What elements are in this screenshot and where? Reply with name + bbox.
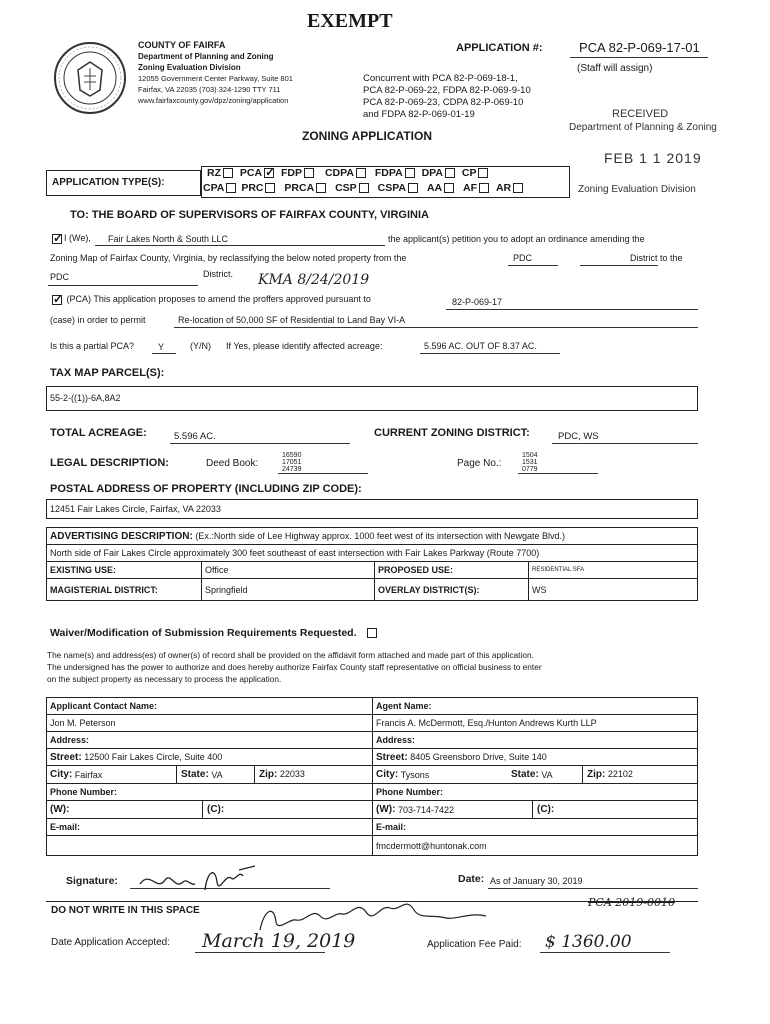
petition-text: the applicant(s) petition you to adopt an ordinance amending the xyxy=(388,234,645,244)
deed-book-2[interactable]: 17051 xyxy=(282,459,302,466)
to-board-heading: TO: THE BOARD OF SUPERVISORS OF FAIRFAX COUNTY, VIRGINIA xyxy=(70,209,429,221)
pca-case-field[interactable]: 82-P-069-17 xyxy=(452,297,503,307)
partial-pca-question: Is this a partial PCA? xyxy=(50,341,135,351)
magisterial-label: MAGISTERIAL DISTRICT: xyxy=(47,579,202,601)
fdp-checkbox[interactable] xyxy=(304,168,314,178)
partial-yn-label: (Y/N) xyxy=(190,341,211,351)
type-cp[interactable]: CP xyxy=(462,167,491,179)
date-label: Date: xyxy=(458,873,485,885)
applicant-email-value[interactable] xyxy=(47,836,373,856)
cp-checkbox[interactable] xyxy=(478,168,488,178)
cdpa-checkbox[interactable] xyxy=(356,168,366,178)
fee-value[interactable]: $ 1360.00 xyxy=(545,932,632,952)
form-title: ZONING APPLICATION xyxy=(302,129,432,143)
case-label: (case) in order to permit xyxy=(50,315,146,325)
concurrent-line-4: and FDPA 82-P-069-01-19 xyxy=(363,109,475,120)
received-department: Department of Planning & Zoning xyxy=(569,122,717,133)
agent-phone-cell[interactable]: (W): 703-714-7422 (C): xyxy=(373,801,698,819)
do-not-write-label: DO NOT WRITE IN THIS SPACE xyxy=(51,905,200,916)
aa-checkbox[interactable] xyxy=(444,183,454,193)
county-seal-icon xyxy=(52,40,128,116)
existing-use-label: EXISTING USE: xyxy=(47,562,202,579)
received-date: FEB 1 1 2019 xyxy=(604,150,702,166)
cpa-checkbox[interactable] xyxy=(226,183,236,193)
tax-map-value: 55-2-((1))-6A,8A2 xyxy=(50,393,121,403)
petition-we-row: ✓I (We), xyxy=(50,233,91,244)
fee-label: Application Fee Paid: xyxy=(427,939,522,950)
district-label: District. xyxy=(203,269,233,279)
cspa-checkbox[interactable] xyxy=(408,183,418,193)
type-af[interactable]: AF xyxy=(463,182,491,194)
waiver-paragraph-3: on the subject property as necessary to process the application. xyxy=(47,674,282,684)
partial-acreage-field[interactable]: 5.596 AC. OUT OF 8.37 AC. xyxy=(424,341,537,351)
existing-use-value[interactable]: Office xyxy=(202,562,375,579)
county-website[interactable]: www.fairfaxcounty.gov/dpz/zoning/application xyxy=(138,96,289,105)
type-pca[interactable]: PCA✓ xyxy=(240,167,276,179)
waiver-checkbox[interactable] xyxy=(367,628,377,638)
postal-address-label: POSTAL ADDRESS OF PROPERTY (INCLUDING ZIP CODE): xyxy=(50,483,362,495)
map-text: Zoning Map of Fairfax County, Virginia, by reclassifying the below noted property from the xyxy=(50,253,407,263)
office-annotation: PCA 2019-0010 xyxy=(588,896,675,909)
proposed-use-value[interactable]: RESIDENTIAL SFA xyxy=(529,562,698,579)
applicant-phone-cell[interactable]: (W): (C): xyxy=(47,801,373,819)
applicant-name-field[interactable]: Fair Lakes North & South LLC xyxy=(108,234,229,244)
dpa-checkbox[interactable] xyxy=(445,168,455,178)
applicant-address-label: Address: xyxy=(47,732,373,749)
type-prc[interactable]: PRC xyxy=(241,182,277,194)
signature-date[interactable]: As of January 30, 2019 xyxy=(490,876,583,886)
type-cspa[interactable]: CSPA xyxy=(378,182,420,194)
waiver-label: Waiver/Modification of Submission Requirements Requested. xyxy=(50,627,379,639)
type-csp[interactable]: CSP xyxy=(335,182,371,194)
to-district-field[interactable]: PDC xyxy=(50,272,70,282)
prca-checkbox[interactable] xyxy=(316,183,326,193)
applicant-email-label: E-mail: xyxy=(47,819,373,836)
deed-book-label: Deed Book: xyxy=(206,458,259,469)
pca-amend-checkbox[interactable] xyxy=(52,295,62,305)
concurrent-line-1: Concurrent with PCA 82-P-069-18-1, xyxy=(363,73,518,84)
deed-book-1[interactable]: 16590 xyxy=(282,452,302,459)
advertising-example: (Ex.:North side of Lee Highway approx. 1000 feet west of its intersection with Newgate Blvd.) xyxy=(195,530,565,541)
department-name: Department of Planning and Zoning xyxy=(138,52,274,61)
advertising-table xyxy=(46,527,698,601)
partial-pca-answer[interactable]: Y xyxy=(158,342,165,352)
type-fdp[interactable]: FDP xyxy=(281,167,316,179)
deed-book-3[interactable]: 24739 xyxy=(282,466,302,473)
received-stamp: RECEIVED xyxy=(612,108,669,120)
agent-city-cell[interactable]: City: Tysons State: VA Zip: 22102 xyxy=(373,766,698,784)
legal-description-label: LEGAL DESCRIPTION: xyxy=(50,457,169,469)
signature-label: Signature: xyxy=(66,875,118,887)
prc-checkbox[interactable] xyxy=(265,183,275,193)
from-district-field[interactable]: PDC xyxy=(513,253,533,263)
postal-address-value: 12451 Fair Lakes Circle, Fairfax, VA 22033 xyxy=(50,504,221,514)
type-dpa[interactable]: DPA xyxy=(422,167,457,179)
page-no-3[interactable]: 0779 xyxy=(522,466,538,473)
type-aa[interactable]: AA xyxy=(427,182,456,194)
to-district-text: District to the xyxy=(630,253,683,263)
agent-phone-label: Phone Number: xyxy=(373,784,698,801)
staff-assign-note: (Staff will assign) xyxy=(577,63,653,74)
pca-row: ✓ (PCA) This application proposes to amend the proffers approved pursuant to xyxy=(50,294,371,305)
applicant-city-cell[interactable]: City: Fairfax State: VA Zip: 22033 xyxy=(47,766,373,784)
agent-email-value[interactable]: fmcdermott@huntonak.com xyxy=(373,836,698,856)
type-cdpa[interactable]: CDPA xyxy=(325,167,368,179)
agent-name-value[interactable]: Francis A. McDermott, Esq./Hunton Andrews Kurth LLP xyxy=(373,715,698,732)
magisterial-value[interactable]: Springfield xyxy=(202,579,375,601)
applicant-contact-label: Applicant Contact Name: xyxy=(47,698,373,715)
type-rz[interactable]: RZ xyxy=(207,167,235,179)
af-checkbox[interactable] xyxy=(479,183,489,193)
advertising-label: ADVERTISING DESCRIPTION: xyxy=(50,530,193,542)
application-number-label: APPLICATION #: xyxy=(456,42,543,54)
fdpa-checkbox[interactable] xyxy=(405,168,415,178)
agent-address-label: Address: xyxy=(373,732,698,749)
concurrent-line-3: PCA 82-P-069-23, CDPA 82-P-069-10 xyxy=(363,97,524,108)
tax-map-label: TAX MAP PARCEL(S): xyxy=(50,367,165,379)
accepted-date[interactable]: March 19, 2019 xyxy=(202,930,356,952)
concurrent-line-2: PCA 82-P-069-22, FDPA 82-P-069-9-10 xyxy=(363,85,531,96)
application-type-label: APPLICATION TYPE(S): xyxy=(52,177,165,188)
app-type-row-1 xyxy=(207,167,490,179)
advertising-value-cell[interactable]: North side of Fair Lakes Circle approximately 300 feet southeast of east intersection with Fair Lakes Parkway (Route 7700) xyxy=(47,545,698,562)
page-no-label: Page No.: xyxy=(457,458,502,469)
type-ar[interactable]: AR xyxy=(496,182,525,194)
ar-checkbox[interactable] xyxy=(513,183,523,193)
waiver-paragraph-1: The name(s) and address(es) of owner(s) of record shall be provided on the affidavit form attached and made part of this application. xyxy=(47,650,534,660)
type-fdpa[interactable]: FDPA xyxy=(375,167,417,179)
application-number: PCA 82-P-069-17-01 xyxy=(579,40,700,55)
advertising-header-cell xyxy=(47,528,698,545)
pca-checkbox[interactable] xyxy=(264,168,274,178)
app-type-row-2 xyxy=(203,182,525,194)
applicant-contact-value[interactable]: Jon M. Peterson xyxy=(47,715,373,732)
received-division: Zoning Evaluation Division xyxy=(578,184,696,195)
page-no-1[interactable]: 1504 xyxy=(522,452,538,459)
overlay-label: OVERLAY DISTRICT(S): xyxy=(375,579,529,601)
csp-checkbox[interactable] xyxy=(359,183,369,193)
rz-checkbox[interactable] xyxy=(223,168,233,178)
we-checkbox[interactable] xyxy=(52,234,62,244)
accepted-label: Date Application Accepted: xyxy=(51,937,170,948)
agent-name-label: Agent Name: xyxy=(373,698,698,715)
applicant-phone-label: Phone Number: xyxy=(47,784,373,801)
contact-table xyxy=(46,697,698,856)
applicant-street-cell[interactable]: Street: 12500 Fair Lakes Circle, Suite 400 xyxy=(47,749,373,766)
total-acreage-label: TOTAL ACREAGE: xyxy=(50,427,147,439)
division-name: Zoning Evaluation Division xyxy=(138,63,241,72)
handwritten-initials: KMA 8/24/2019 xyxy=(258,272,370,288)
agent-street-cell[interactable]: Street: 8405 Greensboro Drive, Suite 140 xyxy=(373,749,698,766)
agent-email-label: E-mail: xyxy=(373,819,698,836)
current-zoning-label: CURRENT ZONING DISTRICT: xyxy=(374,427,530,439)
page-no-2[interactable]: 1531 xyxy=(522,459,538,466)
county-address: 12055 Government Center Parkway, Suite 801 xyxy=(138,74,293,83)
waiver-paragraph-2: The undersigned has the power to authorize and does hereby authorize Fairfax County staff representative on official business to enter xyxy=(47,662,542,672)
county-city-phone: Fairfax, VA 22035 (703) 324-1290 TTY 711 xyxy=(138,85,281,94)
county-name: COUNTY OF FAIRFA xyxy=(138,40,226,50)
overlay-value[interactable]: WS xyxy=(529,579,698,601)
exempt-stamp: EXEMPT xyxy=(307,10,393,32)
tax-map-field-box[interactable] xyxy=(46,386,698,411)
partial-if-label: If Yes, please identify affected acreage: xyxy=(226,341,383,351)
type-cpa[interactable]: CPA xyxy=(203,182,238,194)
type-prca[interactable]: PRCA xyxy=(284,182,328,194)
permit-field[interactable]: Re-location of 50,000 SF of Residential to Land Bay VI-A xyxy=(178,315,406,325)
total-acreage-value[interactable]: 5.596 AC. xyxy=(174,431,216,442)
current-zoning-value[interactable]: PDC, WS xyxy=(558,431,599,442)
proposed-use-label: PROPOSED USE: xyxy=(375,562,529,579)
